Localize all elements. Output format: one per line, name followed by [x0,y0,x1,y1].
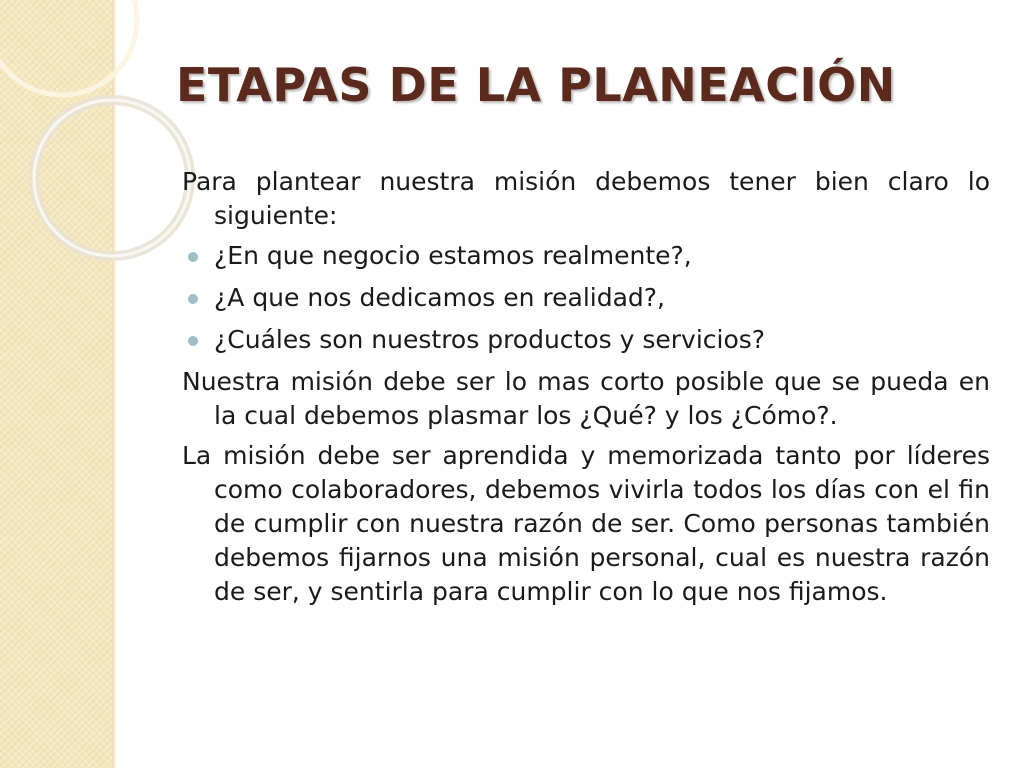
slide-body [182,165,990,615]
list-item-text: ¿A que nos dedicamos en realidad?, [214,283,665,312]
bullet-dot-icon [188,294,198,304]
bullet-list [182,239,990,357]
decorative-ring-upper [0,0,137,95]
list-item-text: ¿En que negocio estamos realmente?, [214,241,692,270]
intro-paragraph: Para plantear nuestra misión debemos tener bien claro lo siguiente: [182,167,990,230]
slide-title: ETAPAS DE LA PLANEACIÓN [176,58,896,112]
bullet-dot-icon [188,252,198,262]
list-item-text: ¿Cuáles son nuestros productos y servicios? [214,325,766,354]
list-item [182,239,990,273]
mission-length-paragraph: Nuestra misión debe ser lo mas corto posible que se pueda en la cual debemos plasmar los ¿Qué? y los ¿Cómo?. [182,367,990,430]
decorative-ring-lower-highlight [34,100,190,256]
list-item [182,323,990,357]
list-item [182,281,990,315]
mission-learning-paragraph: La misión debe ser aprendida y memorizada tanto por líderes como colaboradores, debemos vivirla todos los días con el fin de cumplir con nuestra razón de ser. Como personas también debemos fijarnos una misión personal, cual es nuestra razón de ser, y sentirla para cumplir con lo que nos fijamos. [182,441,990,606]
bullet-dot-icon [188,336,198,346]
